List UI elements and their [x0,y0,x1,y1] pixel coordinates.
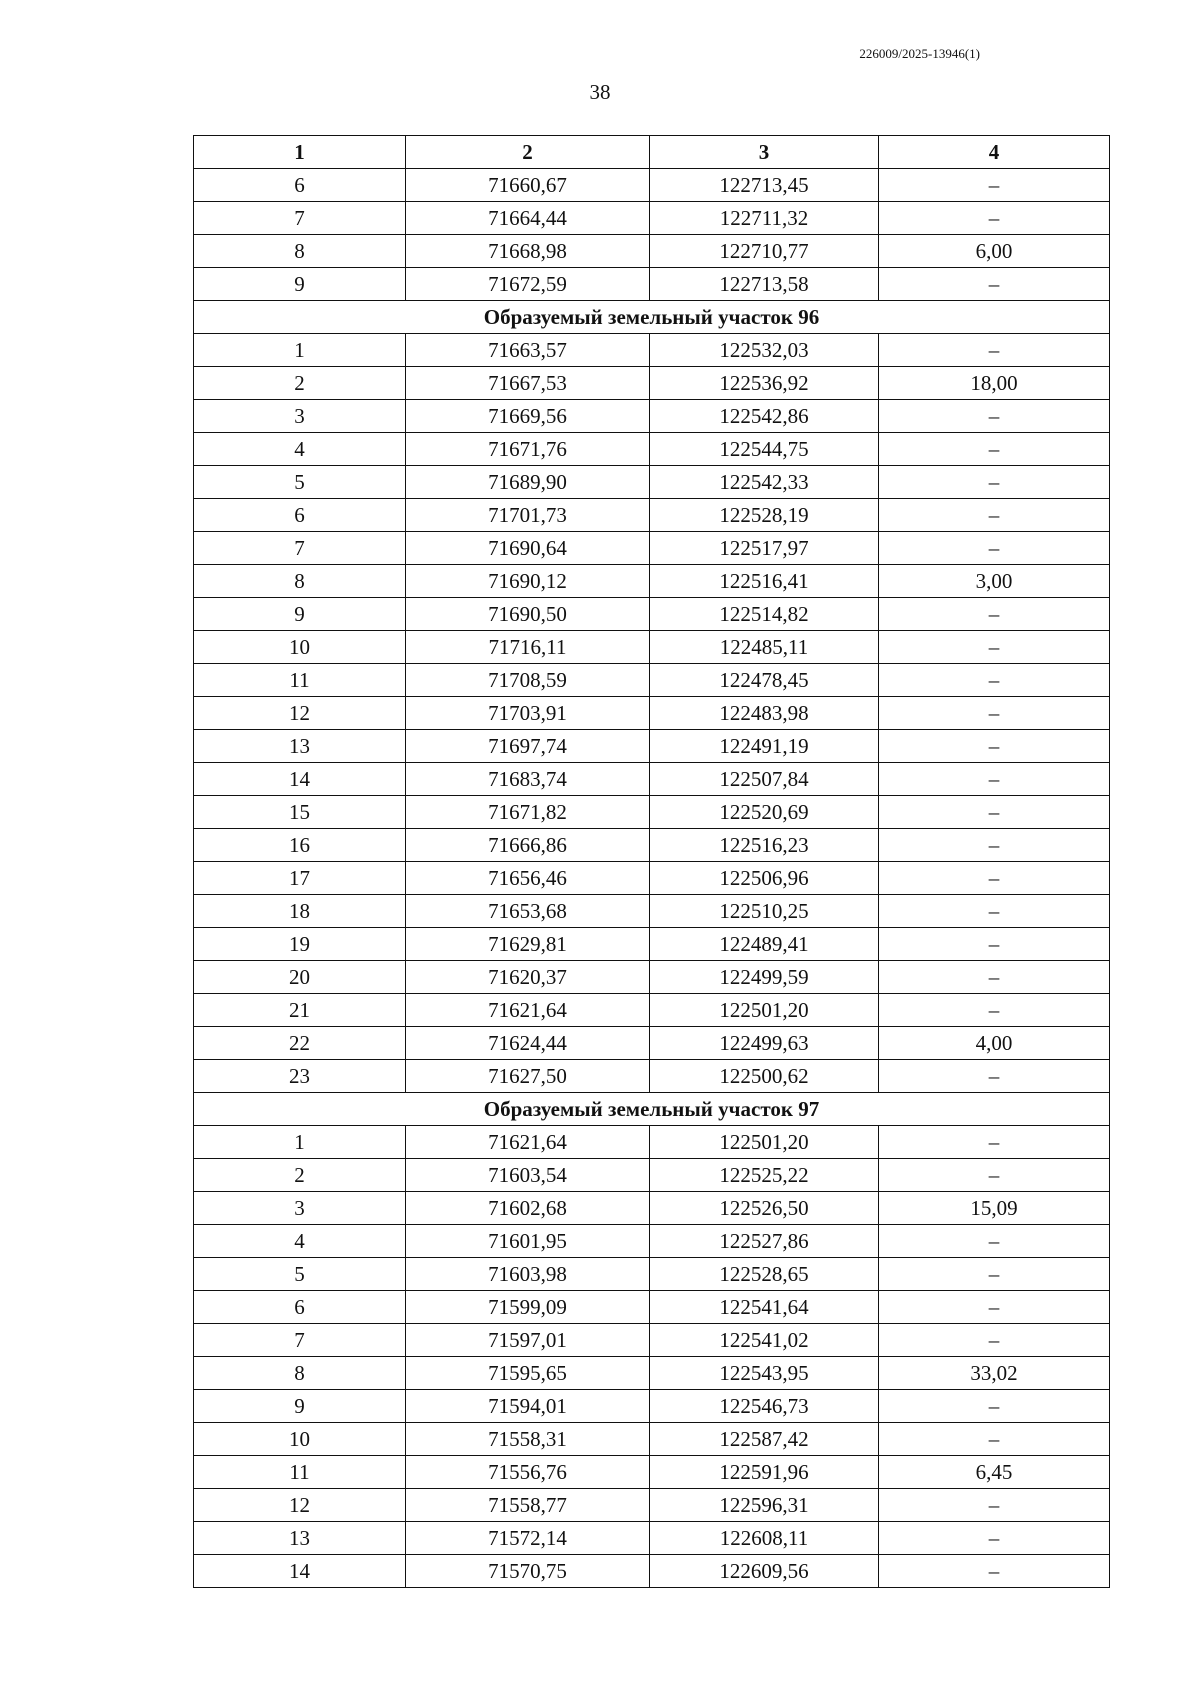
table-row [194,1126,1110,1159]
y-coordinate-cell: 122528,65 [650,1258,879,1291]
x-coordinate-cell: 71708,59 [406,664,650,697]
value-cell: 4,00 [879,1027,1110,1060]
point-number-cell: 12 [194,1489,406,1522]
table-body [194,169,1110,1588]
table-row [194,1159,1110,1192]
value-cell: 3,00 [879,565,1110,598]
column-header: 2 [406,136,650,169]
point-number-cell: 3 [194,400,406,433]
value-cell: – [879,994,1110,1027]
x-coordinate-cell: 71656,46 [406,862,650,895]
y-coordinate-cell: 122483,98 [650,697,879,730]
table-row [194,1324,1110,1357]
y-coordinate-cell: 122543,95 [650,1357,879,1390]
point-number-cell: 14 [194,1555,406,1588]
value-cell: – [879,598,1110,631]
table-row [194,1522,1110,1555]
table-row [194,598,1110,631]
value-cell: – [879,466,1110,499]
x-coordinate-cell: 71672,59 [406,268,650,301]
document-number: 226009/2025-13946(1) [859,46,980,61]
value-cell: – [879,1126,1110,1159]
y-coordinate-cell: 122489,41 [650,928,879,961]
y-coordinate-cell: 122506,96 [650,862,879,895]
table-row [194,697,1110,730]
x-coordinate-cell: 71667,53 [406,367,650,400]
x-coordinate-cell: 71671,76 [406,433,650,466]
table-row [194,1555,1110,1588]
x-coordinate-cell: 71601,95 [406,1225,650,1258]
column-header: 3 [650,136,879,169]
y-coordinate-cell: 122541,02 [650,1324,879,1357]
x-coordinate-cell: 71556,76 [406,1456,650,1489]
point-number-cell: 18 [194,895,406,928]
y-coordinate-cell: 122591,96 [650,1456,879,1489]
table-row [194,1027,1110,1060]
y-coordinate-cell: 122527,86 [650,1225,879,1258]
x-coordinate-cell: 71558,77 [406,1489,650,1522]
point-number-cell: 20 [194,961,406,994]
value-cell: – [879,697,1110,730]
y-coordinate-cell: 122544,75 [650,433,879,466]
x-coordinate-cell: 71624,44 [406,1027,650,1060]
y-coordinate-cell: 122500,62 [650,1060,879,1093]
value-cell: – [879,829,1110,862]
table-row [194,1192,1110,1225]
point-number-cell: 13 [194,1522,406,1555]
point-number-cell: 3 [194,1192,406,1225]
x-coordinate-cell: 71570,75 [406,1555,650,1588]
point-number-cell: 9 [194,598,406,631]
table-row [194,1390,1110,1423]
table-row [194,1489,1110,1522]
coordinates-table [193,135,1110,1588]
y-coordinate-cell: 122608,11 [650,1522,879,1555]
x-coordinate-cell: 71572,14 [406,1522,650,1555]
x-coordinate-cell: 71660,67 [406,169,650,202]
table-row [194,829,1110,862]
table-row [194,1225,1110,1258]
point-number-cell: 2 [194,367,406,400]
x-coordinate-cell: 71594,01 [406,1390,650,1423]
point-number-cell: 16 [194,829,406,862]
point-number-cell: 5 [194,1258,406,1291]
x-coordinate-cell: 71689,90 [406,466,650,499]
point-number-cell: 5 [194,466,406,499]
y-coordinate-cell: 122528,19 [650,499,879,532]
section-title: Образуемый земельный участок 96 [194,301,1110,334]
x-coordinate-cell: 71629,81 [406,928,650,961]
x-coordinate-cell: 71666,86 [406,829,650,862]
value-cell: – [879,400,1110,433]
point-number-cell: 6 [194,1291,406,1324]
table-row [194,433,1110,466]
value-cell: – [879,1390,1110,1423]
y-coordinate-cell: 122546,73 [650,1390,879,1423]
y-coordinate-cell: 122711,32 [650,202,879,235]
y-coordinate-cell: 122516,41 [650,565,879,598]
x-coordinate-cell: 71683,74 [406,763,650,796]
table-row [194,862,1110,895]
point-number-cell: 6 [194,499,406,532]
x-coordinate-cell: 71602,68 [406,1192,650,1225]
y-coordinate-cell: 122507,84 [650,763,879,796]
header-row [194,136,1110,169]
value-cell: – [879,169,1110,202]
table-row [194,730,1110,763]
x-coordinate-cell: 71690,12 [406,565,650,598]
x-coordinate-cell: 71603,54 [406,1159,650,1192]
x-coordinate-cell: 71671,82 [406,796,650,829]
y-coordinate-cell: 122501,20 [650,994,879,1027]
value-cell: – [879,895,1110,928]
value-cell: – [879,433,1110,466]
point-number-cell: 9 [194,268,406,301]
x-coordinate-cell: 71558,31 [406,1423,650,1456]
y-coordinate-cell: 122542,86 [650,400,879,433]
value-cell: 18,00 [879,367,1110,400]
value-cell: – [879,532,1110,565]
value-cell: 33,02 [879,1357,1110,1390]
y-coordinate-cell: 122499,63 [650,1027,879,1060]
table-row [194,334,1110,367]
x-coordinate-cell: 71701,73 [406,499,650,532]
table-row [194,796,1110,829]
x-coordinate-cell: 71599,09 [406,1291,650,1324]
point-number-cell: 9 [194,1390,406,1423]
table-row [194,532,1110,565]
point-number-cell: 6 [194,169,406,202]
table-row [194,1423,1110,1456]
y-coordinate-cell: 122516,23 [650,829,879,862]
point-number-cell: 14 [194,763,406,796]
table-row [194,994,1110,1027]
y-coordinate-cell: 122541,64 [650,1291,879,1324]
y-coordinate-cell: 122517,97 [650,532,879,565]
y-coordinate-cell: 122609,56 [650,1555,879,1588]
table-row [194,367,1110,400]
y-coordinate-cell: 122501,20 [650,1126,879,1159]
table-row [194,202,1110,235]
point-number-cell: 2 [194,1159,406,1192]
value-cell: – [879,961,1110,994]
x-coordinate-cell: 71690,50 [406,598,650,631]
value-cell: – [879,334,1110,367]
table-row [194,1291,1110,1324]
value-cell: – [879,1258,1110,1291]
table-row [194,1357,1110,1390]
point-number-cell: 7 [194,202,406,235]
table-row [194,631,1110,664]
value-cell: – [879,862,1110,895]
point-number-cell: 8 [194,235,406,268]
x-coordinate-cell: 71668,98 [406,235,650,268]
table-row [194,169,1110,202]
column-header: 4 [879,136,1110,169]
x-coordinate-cell: 71669,56 [406,400,650,433]
value-cell: – [879,1522,1110,1555]
point-number-cell: 15 [194,796,406,829]
point-number-cell: 10 [194,631,406,664]
point-number-cell: 1 [194,334,406,367]
page-number: 38 [589,80,611,104]
table-row [194,1258,1110,1291]
value-cell: – [879,631,1110,664]
section-row [194,301,1110,334]
point-number-cell: 23 [194,1060,406,1093]
y-coordinate-cell: 122596,31 [650,1489,879,1522]
table-row [194,961,1110,994]
point-number-cell: 11 [194,664,406,697]
value-cell: – [879,1423,1110,1456]
value-cell: – [879,499,1110,532]
table-row [194,895,1110,928]
y-coordinate-cell: 122525,22 [650,1159,879,1192]
x-coordinate-cell: 71595,65 [406,1357,650,1390]
x-coordinate-cell: 71716,11 [406,631,650,664]
table-row [194,565,1110,598]
x-coordinate-cell: 71664,44 [406,202,650,235]
point-number-cell: 21 [194,994,406,1027]
point-number-cell: 17 [194,862,406,895]
table-row [194,1060,1110,1093]
x-coordinate-cell: 71697,74 [406,730,650,763]
point-number-cell: 4 [194,1225,406,1258]
value-cell: – [879,796,1110,829]
value-cell: – [879,268,1110,301]
value-cell: 6,00 [879,235,1110,268]
x-coordinate-cell: 71621,64 [406,1126,650,1159]
point-number-cell: 7 [194,532,406,565]
y-coordinate-cell: 122499,59 [650,961,879,994]
value-cell: 15,09 [879,1192,1110,1225]
value-cell: – [879,1159,1110,1192]
value-cell: – [879,664,1110,697]
section-row [194,1093,1110,1126]
table-row [194,400,1110,433]
column-header: 1 [194,136,406,169]
x-coordinate-cell: 71620,37 [406,961,650,994]
value-cell: – [879,730,1110,763]
table-row [194,664,1110,697]
point-number-cell: 10 [194,1423,406,1456]
point-number-cell: 4 [194,433,406,466]
point-number-cell: 22 [194,1027,406,1060]
x-coordinate-cell: 71627,50 [406,1060,650,1093]
value-cell: – [879,1291,1110,1324]
y-coordinate-cell: 122536,92 [650,367,879,400]
point-number-cell: 13 [194,730,406,763]
y-coordinate-cell: 122713,58 [650,268,879,301]
value-cell: – [879,1555,1110,1588]
y-coordinate-cell: 122510,25 [650,895,879,928]
value-cell: – [879,1324,1110,1357]
section-title: Образуемый земельный участок 97 [194,1093,1110,1126]
point-number-cell: 19 [194,928,406,961]
value-cell: – [879,763,1110,796]
value-cell: – [879,1225,1110,1258]
x-coordinate-cell: 71690,64 [406,532,650,565]
value-cell: – [879,1489,1110,1522]
y-coordinate-cell: 122713,45 [650,169,879,202]
y-coordinate-cell: 122520,69 [650,796,879,829]
value-cell: – [879,1060,1110,1093]
point-number-cell: 7 [194,1324,406,1357]
table-row [194,1456,1110,1489]
y-coordinate-cell: 122587,42 [650,1423,879,1456]
x-coordinate-cell: 71663,57 [406,334,650,367]
x-coordinate-cell: 71703,91 [406,697,650,730]
x-coordinate-cell: 71597,01 [406,1324,650,1357]
x-coordinate-cell: 71603,98 [406,1258,650,1291]
y-coordinate-cell: 122485,11 [650,631,879,664]
table-row [194,268,1110,301]
y-coordinate-cell: 122532,03 [650,334,879,367]
y-coordinate-cell: 122514,82 [650,598,879,631]
y-coordinate-cell: 122526,50 [650,1192,879,1225]
point-number-cell: 8 [194,1357,406,1390]
point-number-cell: 11 [194,1456,406,1489]
value-cell: 6,45 [879,1456,1110,1489]
y-coordinate-cell: 122491,19 [650,730,879,763]
table-row [194,235,1110,268]
value-cell: – [879,202,1110,235]
y-coordinate-cell: 122710,77 [650,235,879,268]
x-coordinate-cell: 71653,68 [406,895,650,928]
point-number-cell: 12 [194,697,406,730]
y-coordinate-cell: 122542,33 [650,466,879,499]
table-header [194,136,1110,169]
table-row [194,466,1110,499]
point-number-cell: 8 [194,565,406,598]
table-row [194,763,1110,796]
table-row [194,499,1110,532]
x-coordinate-cell: 71621,64 [406,994,650,1027]
table-row [194,928,1110,961]
point-number-cell: 1 [194,1126,406,1159]
y-coordinate-cell: 122478,45 [650,664,879,697]
value-cell: – [879,928,1110,961]
